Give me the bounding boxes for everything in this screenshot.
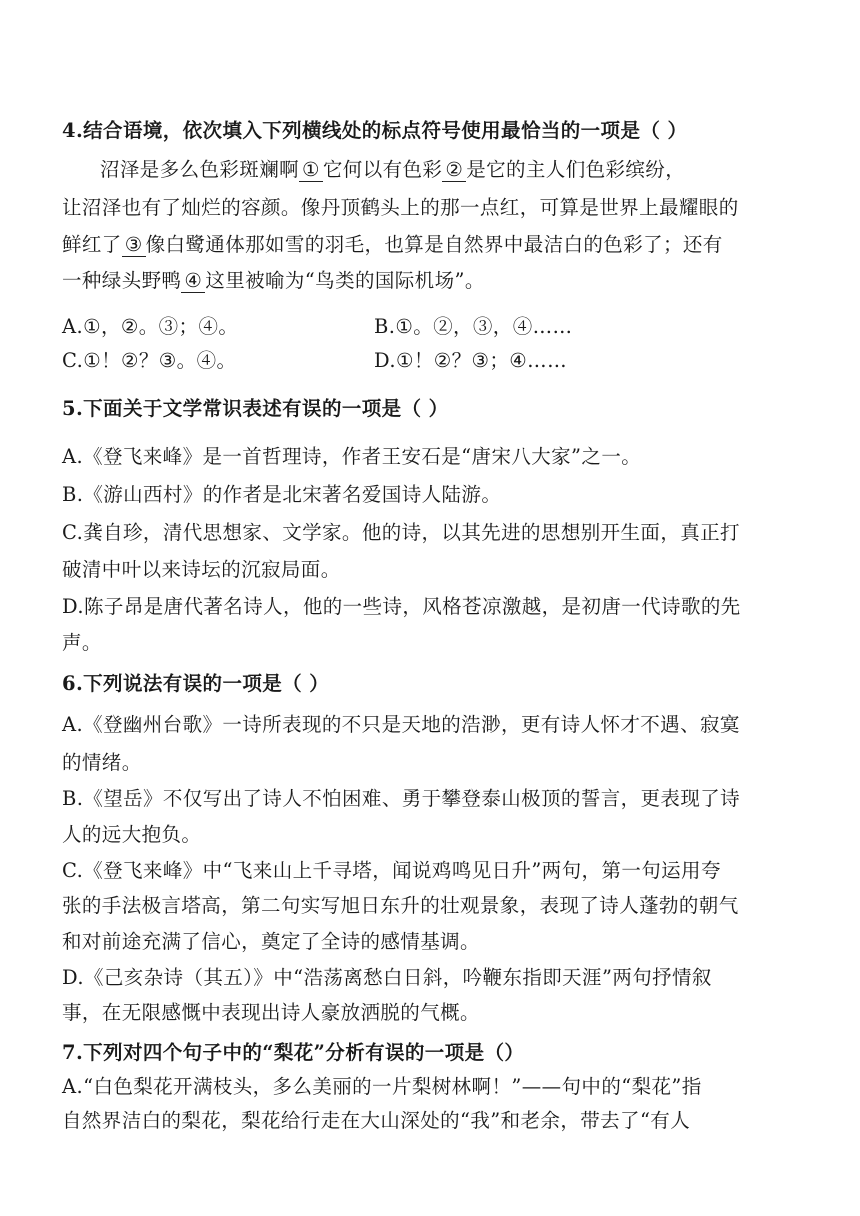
blank-4: ④ [181,270,205,293]
question-6-stem: 6.下列说法有误的一项是（ ） [62,672,330,695]
q7-option-a[interactable]: A.“白色梨花开满枝头，多么美丽的一片梨树林啊！”——句中的“梨花”指 [62,1075,702,1098]
q6-option-d-cont: 事，在无限感慨中表现出诗人豪放洒脱的气概。 [62,1001,480,1024]
q4-passage-line-4 [62,268,485,294]
q6-option-b[interactable]: B.《望岳》不仅写出了诗人不怕困难、勇于攀登泰山极顶的誓言，更表现了诗 [62,787,741,810]
q6-option-b-cont: 人的远大抱负。 [62,823,202,846]
q5-option-c[interactable]: C.龚自珍，清代思想家、文学家。他的诗，以其先进的思想别开生面，真正打 [62,521,740,544]
q4-passage-text: 这里被喻为“鸟类的国际机场”。 [205,269,485,292]
q6-option-a[interactable]: A.《登幽州台歌》一诗所表现的不只是天地的浩渺，更有诗人怀才不遇、寂寞 [62,713,740,736]
q4-passage-text: 它何以有色彩 [322,158,443,181]
q4-passage-text: 一种绿头野鸭 [62,269,182,292]
q4-passage-text: 鲜红了 [62,233,122,256]
question-5-stem: 5.下面关于文学常识表述有误的一项是（ ） [62,397,449,420]
q4-option-d[interactable]: D.①！②？③；④…… [374,349,567,372]
q6-option-a-cont: 的情绪。 [62,751,142,774]
q5-option-d[interactable]: D.陈子昂是唐代著名诗人，他的一些诗，风格苍凉激越，是初唐一代诗歌的先 [62,595,741,618]
q6-option-d[interactable]: D.《己亥杂诗（其五）》中“浩荡离愁白日斜，吟鞭东指即天涯”两句抒情叙 [62,966,712,989]
q6-option-c[interactable]: C.《登飞来峰》中“飞来山上千寻塔，闻说鸡鸣见日升”两句，第一句运用夸 [62,859,721,882]
q4-passage-text: 沼泽是多么色彩斑斓啊 [100,158,300,181]
q5-option-b[interactable]: B.《游山西村》的作者是北宋著名爱国诗人陆游。 [62,483,502,506]
q6-option-c-cont-2: 和对前途充满了信心，奠定了全诗的感情基调。 [62,930,480,953]
q4-passage-line-2: 让沼泽也有了灿烂的容颜。像丹顶鹤头上的那一点红，可算是世界上最耀眼的 [62,196,739,219]
q4-option-b[interactable]: B.①。②，③，④…… [374,315,573,338]
q5-option-a[interactable]: A.《登飞来峰》是一首哲理诗，作者王安石是“唐宋八大家”之一。 [62,445,642,468]
q4-option-a[interactable]: A.①，②。③；④。 [62,315,239,338]
q5-option-d-cont: 声。 [62,631,102,654]
blank-1: ① [299,159,323,182]
blank-2: ② [442,159,466,182]
q4-passage-line-1 [100,157,685,183]
question-7-stem: 7.下列对四个句子中的“梨花”分析有误的一项是（） [62,1041,525,1064]
q7-option-a-cont: 自然界洁白的梨花，梨花给行走在大山深处的“我”和老余，带去了“有人 [62,1109,691,1132]
q6-option-c-cont-1: 张的手法极言塔高，第二句实写旭日东升的壮观景象，表现了诗人蓬勃的朝气 [62,894,739,917]
blank-3: ③ [122,234,146,257]
q4-passage-text: 像白鹭通体那如雪的羽毛，也算是自然界中最洁白的色彩了；还有 [145,233,723,256]
q4-passage-line-3 [62,232,723,258]
q4-passage-text: 是它的主人们色彩缤纷， [466,158,686,181]
q4-option-c[interactable]: C.①！②？③。④。 [62,349,237,372]
q5-option-c-cont: 破清中叶以来诗坛的沉寂局面。 [62,558,341,581]
question-4-stem: 4.结合语境，依次填入下列横线处的标点符号使用最恰当的一项是（ ） [62,119,688,142]
